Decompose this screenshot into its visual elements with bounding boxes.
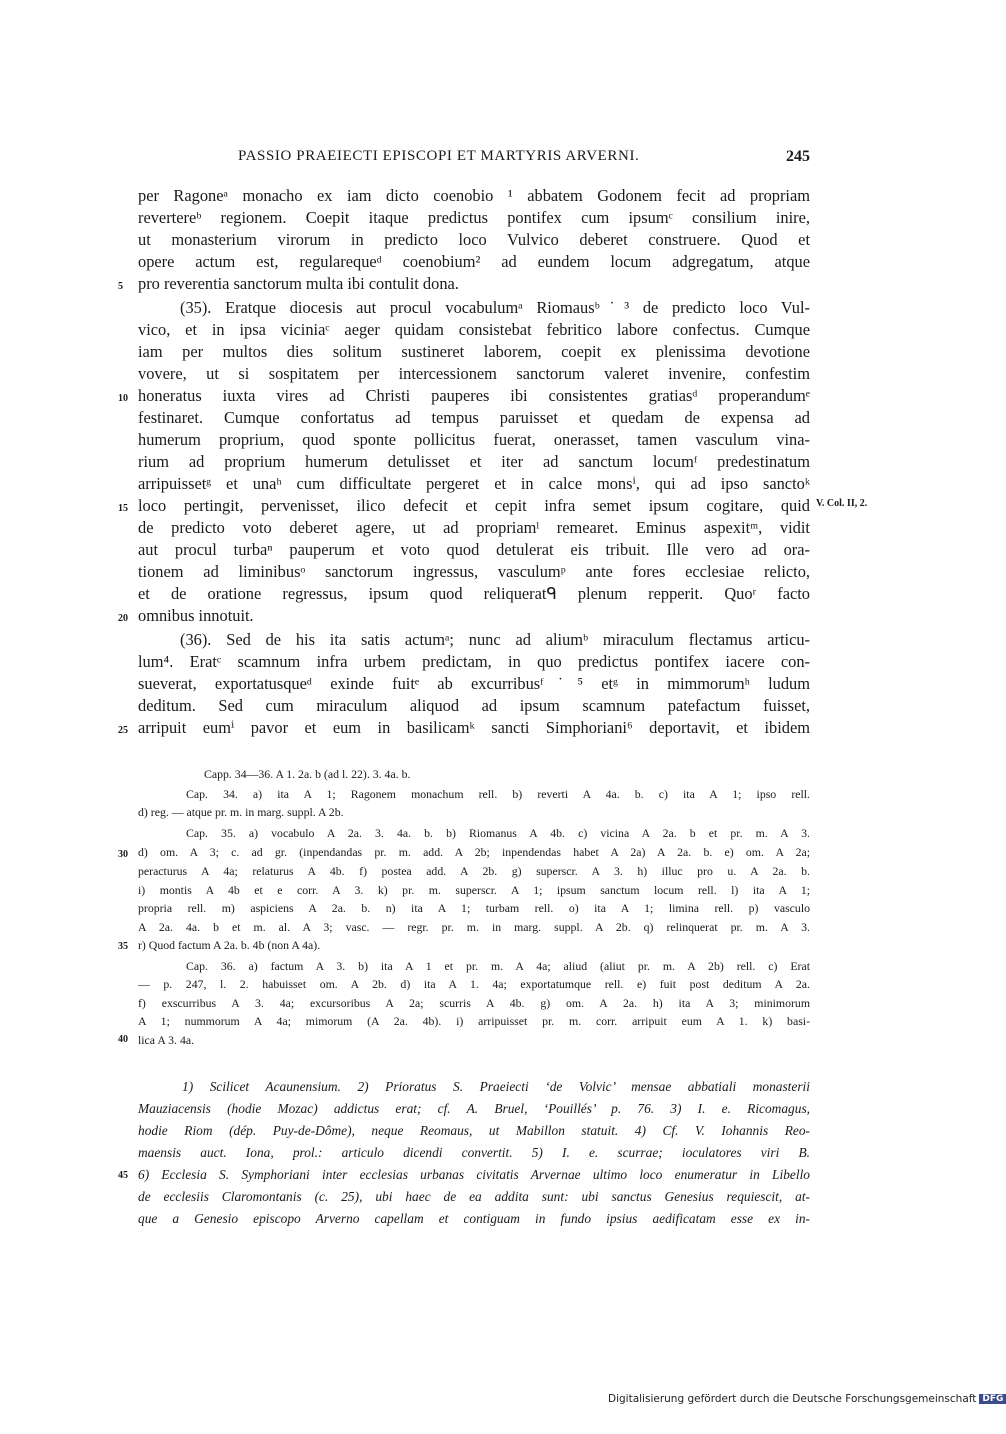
dfg-logo: DFG [979, 1394, 1006, 1404]
text-line: pro reverentia sanctorum multa ibi contulit dona. [138, 274, 459, 293]
line-number: 40 [118, 1034, 128, 1045]
text-line: rium ad proprium humerum detulisset et iter ad sanctum locumᶠ predestinatum [138, 452, 810, 471]
apparatus-line: lica A 3. 4a. [138, 1033, 195, 1047]
apparatus-line: r) Quod factum A 2a. b. 4b (non A 4a). [138, 938, 321, 952]
credit-text: Digitalisierung gefördert durch die Deutsche Forschungsgemeinschaft [608, 1393, 977, 1405]
apparatus-line: propria rell. m) aspiciens A 2a. b. n) ita A 1; turbam rell. o) ita A 1; limina rell. p) vasculo [138, 901, 810, 915]
running-title: PASSIO PRAEIECTI EPISCOPI ET MARTYRIS ARVERNI. [238, 148, 640, 164]
text-line: aut procul turbaⁿ pauperum et voto quod detulerat eis tribuit. Ille vero ad ora- [138, 540, 810, 559]
text-line: honeratus iuxta vires ad Christi pauperes ibi consistentes gratiasᵈ properandumᵉ [138, 386, 810, 405]
text-line: vico, et in ipsa viciniaᶜ aeger quidam consistebat febritico labore confectus. Cumque [138, 320, 810, 339]
line-number: 35 [118, 941, 128, 952]
text-line: revertereᵇ regionem. Coepit itaque predictus pontifex cum ipsumᶜ consilium inire, [138, 208, 810, 227]
apparatus-line: A 2a. 4a. b et m. al. A 3; vasc. — regr. pr. m. in marg. suppl. A 2b. q) relinquerat pr. m. A 3. [138, 920, 810, 934]
apparatus-line: peracturus A 4a; relaturus A 4b. f) postea add. A 2b. g) superscr. A 3. h) illuc pro u. A 2a. b. [138, 864, 810, 878]
text-line: lum⁴. Eratᶜ scamnum infra urbem predictam, in quo predictus pontifex iacere con- [138, 652, 810, 671]
text-line: per Ragoneᵃ monacho ex iam dicto coenobio ¹ abbatem Godonem fecit ad propriam [138, 186, 810, 205]
page-number: 245 [786, 148, 810, 165]
margin-note: V. Col. II, 2. [816, 498, 868, 509]
text-line: omnibus innotuit. [138, 606, 254, 625]
text-line: deditum. Sed cum miraculum aliquod ad ipsum scamnum patefactum fuisset, [138, 696, 810, 715]
line-number: 30 [118, 849, 128, 860]
apparatus-line: Cap. 34. a) ita A 1; Ragonem monachum rell. b) reverti A 4a. b. c) ita A 1; ipso rell. [186, 787, 810, 801]
text-line: (36). Sed de his ita satis actumᵃ; nunc ad aliumᵇ miraculum flectamus articu- [180, 630, 810, 649]
apparatus-line: d) om. A 3; c. ad gr. (inpendandas pr. m. add. A 2b; inpendendas habet A 2a) A 2a. b. e) om. A 2a; [138, 845, 810, 859]
text-line: (35). Eratque diocesis aut procul vocabulumᵃ Riomausᵇ˙³ de predicto loco Vul- [180, 298, 810, 317]
text-line: arripuissetᵍ et unaʰ cum difficultate pergeret et in calce monsⁱ, qui ad ipso sanctoᵏ [138, 474, 810, 493]
text-line: sueverat, exportatusqueᵈ exinde fuitᵉ ab excurribusᶠ˙⁵ etᵍ in mimmorumʰ ludum [138, 674, 810, 693]
apparatus-line: f) exscurribus A 3. 4a; excursoribus A 2a; scurris A 4b. g) om. A 2a. h) ita A 3; minimorum [138, 996, 810, 1010]
text-line: loco pertingit, pervenisset, ilico defecit et cepit infra semet ipsum cogitare, quid [138, 496, 810, 515]
text-line: de predicto voto deberet agere, ut ad propriamˡ remearet. Eminus aspexitᵐ, vidit [138, 518, 810, 537]
text-line: ut monasterium virorum in predicto loco Vulvico deberet construere. Quod et [138, 230, 810, 249]
footnote-line: hodie Riom (dép. Puy-de-Dôme), neque Reomaus, ut Mabillon statuit. 4) Cf. V. Iohannis Reo- [138, 1123, 810, 1138]
line-number: 15 [118, 503, 128, 514]
apparatus-line: d) reg. — atque pr. m. in marg. suppl. A 2b. [138, 805, 344, 819]
line-number: 20 [118, 613, 128, 624]
apparatus-line: — p. 247, l. 2. habuisset om. A 2b. d) ita A 1. 4a; exportatumque rell. e) fuit post deditum A 2a. [138, 977, 810, 991]
footnote-line: 1) Scilicet Acaunensium. 2) Prioratus S. Praeiecti ‘de Volvic’ mensae abbatiali monasterii [182, 1079, 810, 1094]
footnote-line: 6) Ecclesia S. Symphoriani inter ecclesias urbanas civitatis Arvernae ultimo loco enumeratur in Libello [138, 1167, 810, 1182]
apparatus-line: Cap. 36. a) factum A 3. b) ita A 1 et pr. m. A 4a; aliud (aliut pr. m. A 2b) rell. c) Erat [186, 959, 810, 973]
apparatus-line: i) montis A 4b et e corr. A 3. k) pr. m. superscr. A 1; ipsum sanctum locum rell. l) ita A 1; [138, 883, 810, 897]
text-line: humerum proprium, quod sponte pollicitus fuerat, onerasset, tamen vasculum vina- [138, 430, 810, 449]
text-line: vovere, ut si sospitatem per intercessionem sanctorum valeret invenire, confestim [138, 364, 810, 383]
apparatus-line: Cap. 35. a) vocabulo A 2a. 3. 4a. b. b) Riomanus A 4b. c) vicina A 2a. b et pr. m. A 3. [186, 826, 810, 840]
line-number: 5 [118, 281, 123, 292]
line-number: 45 [118, 1170, 128, 1181]
text-line: et de oratione regressus, ipsum quod reliqueratᑫ plenum repperit. Quoʳ facto [138, 584, 810, 603]
line-number: 25 [118, 725, 128, 736]
digitization-credit [608, 1393, 1006, 1405]
footnote-line: maensis auct. Iona, prol.: articulo dicendi convertit. 5) I. e. scurrae; ioculatores viri B. [138, 1145, 810, 1160]
apparatus-line: A 1; nummorum A 4a; mimorum (A 2a. 4b). i) arripuisset pr. m. corr. arripuit eum A 1. k) basi- [138, 1014, 810, 1028]
text-line: arripuit eumⁱ pavor et eum in basilicamᵏ sancti Simphoriani⁶ deportavit, et ibidem [138, 718, 810, 737]
running-header [138, 148, 810, 172]
footnote-line: Mauziacensis (hodie Mozac) addictus erat; cf. A. Bruel, ‘Pouillés’ p. 76. 3) I. e. Ricomagus, [138, 1101, 810, 1116]
line-number: 10 [118, 393, 128, 404]
footnote-line: que a Genesio episcopo Arverno capellam et contiguam in fundo ipsius aedificatam esse ex in- [138, 1211, 810, 1226]
text-line: tionem ad liminibusᵒ sanctorum ingressus, vasculumᵖ ante fores ecclesiae relicto, [138, 562, 810, 581]
text-line: festinaret. Cumque confortatus ad tempus paruisset et quedam de expensa ad [138, 408, 810, 427]
text-line: opere actum est, regularequeᵈ coenobium² ad eundem locum adgregatum, atque [138, 252, 810, 271]
apparatus-line: Capp. 34—36. A 1. 2a. b (ad l. 22). 3. 4a. b. [204, 767, 411, 781]
footnote-line: de ecclesiis Claromontanis (c. 25), ubi haec de ea addita sunt: ubi sanctus Genesius requiescit, at- [138, 1189, 810, 1204]
text-line: iam per multos dies solitum sustineret laborem, coepit ex plenissima devotione [138, 342, 810, 361]
